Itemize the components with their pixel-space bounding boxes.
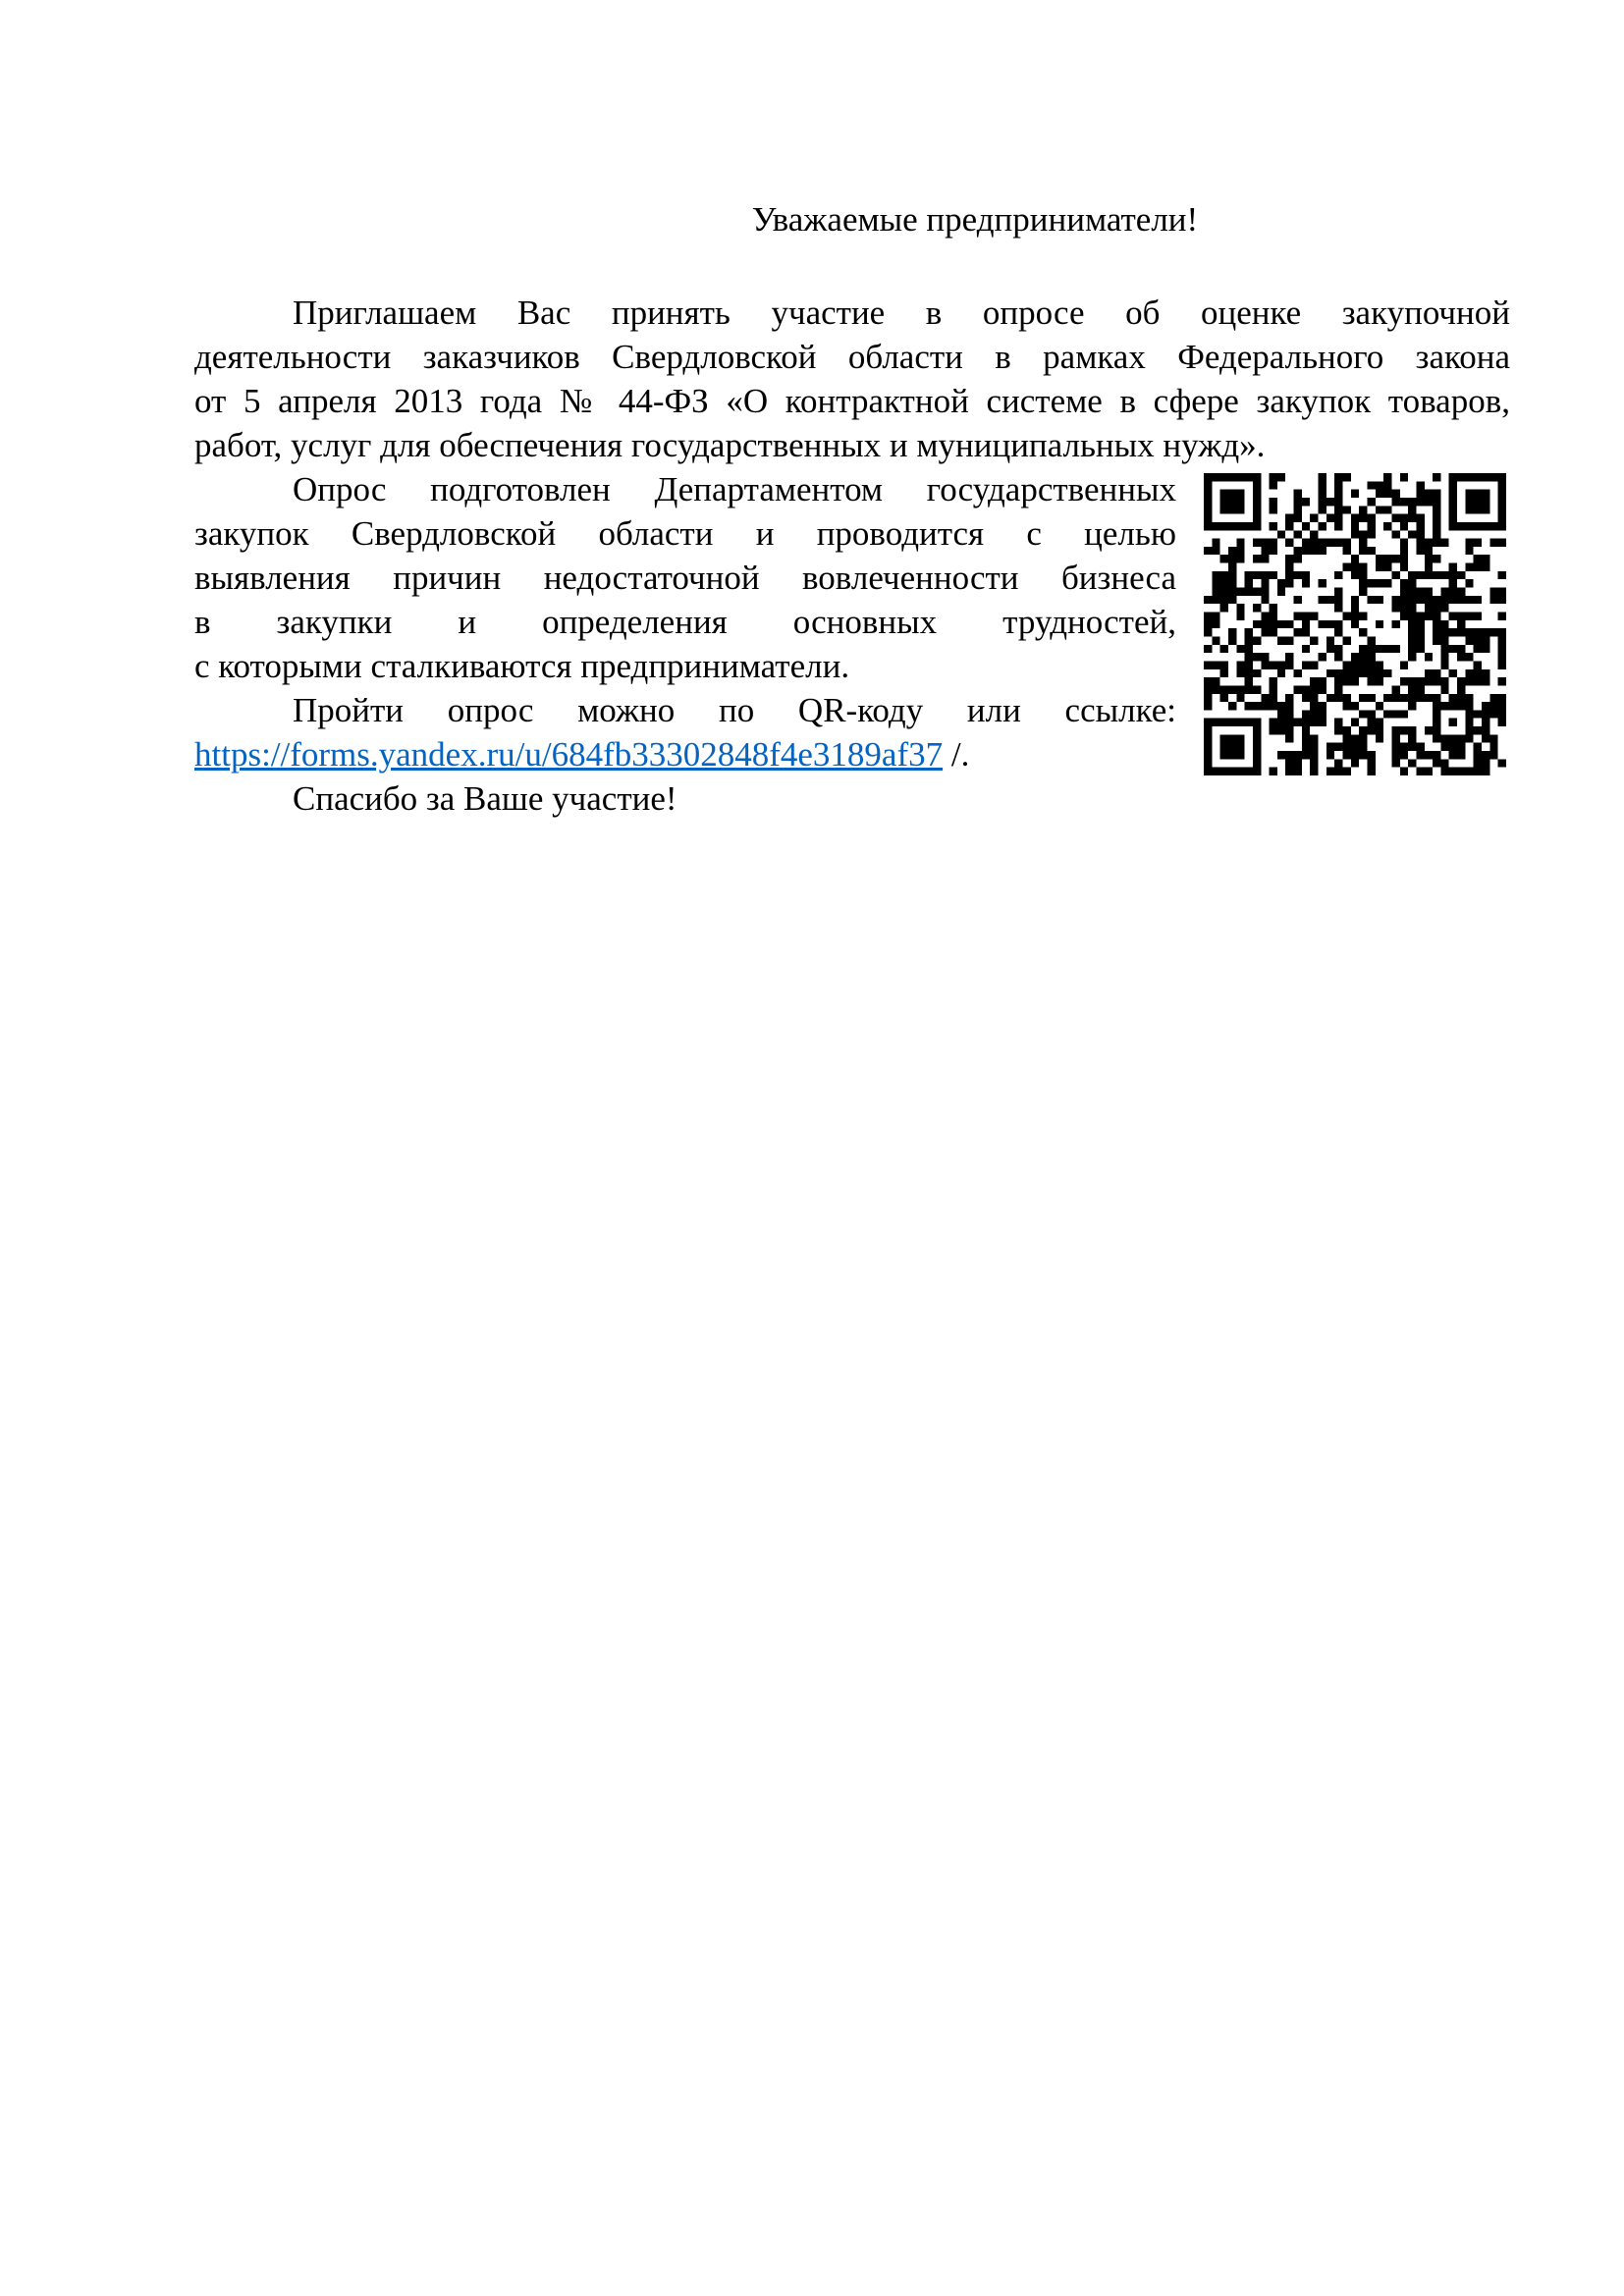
survey-link[interactable]: https://forms.yandex.ru/u/684fb33302848f4e3189af37 [194,735,944,774]
paragraph-line: работ, услуг для обеспечения государственных и муниципальных нужд». [194,426,1266,464]
paragraph-line: выявления причин недостаточной вовлеченности бизнеса [194,559,1176,597]
thanks-text: Спасибо за Ваше участие! [293,779,677,818]
paragraph-line: с которыми сталкиваются предприниматели. [194,647,850,685]
paragraph-line: в закупки и определения основных трудностей, [194,603,1176,641]
paragraph-line: Пройти опрос можно по QR-коду или ссылке: [293,691,1176,729]
document-heading: Уважаемые предприниматели! [751,200,1199,239]
paragraph-survey-info [194,467,1176,776]
qr-code-icon [1204,473,1506,775]
paragraph-line: закупок Свердловской области и проводится с целью [194,514,1176,553]
paragraph-line: Приглашаем Вас принять участие в опросе об оценке закупочной [293,294,1510,332]
paragraph-line: от 5 апреля 2013 года № 44-ФЗ «О контрактной системе в сфере закупок товаров, [194,382,1510,420]
link-suffix: /. [943,735,970,774]
link-line [194,732,1176,776]
paragraph-invitation [194,291,1510,467]
paragraph-line: Опрос подготовлен Департаментом государственных [293,470,1176,508]
paragraph-line: деятельности заказчиков Свердловской области в рамках Федерального закона [194,338,1510,376]
